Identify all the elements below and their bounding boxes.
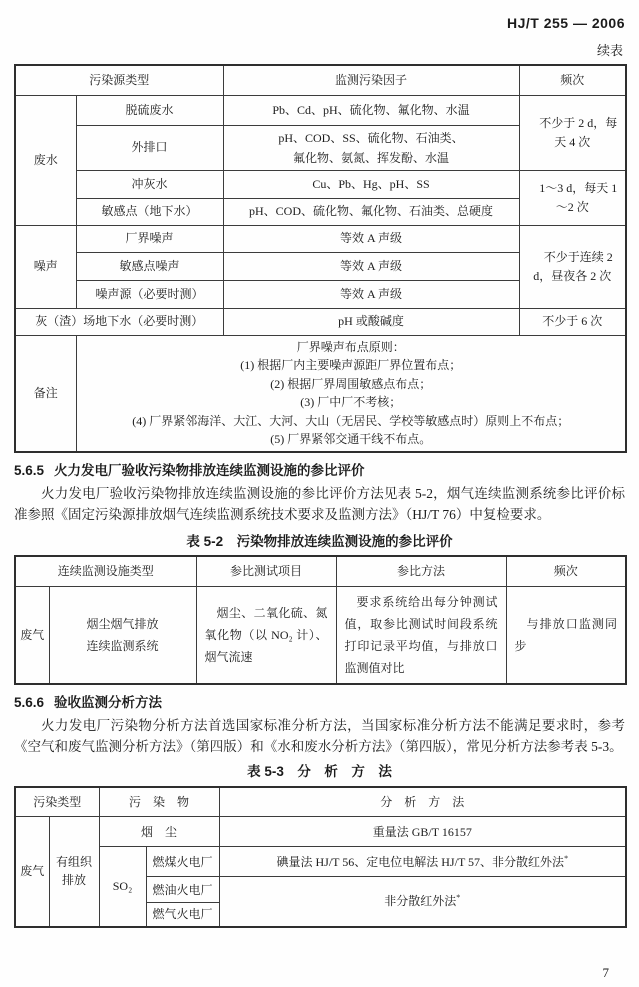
- section-title: 火力发电厂验收污染物排放连续监测设施的参比评价: [54, 463, 365, 479]
- factors-desulfurization: Pb、Cd、pH、硫化物、氟化物、水温: [223, 95, 519, 125]
- remark-item: (3) 厂中厂不考核；: [300, 395, 402, 410]
- table-row: [15, 817, 626, 847]
- section-title: 验收监测分析方法: [54, 694, 163, 710]
- source-ash-site-groundwater: 灰（渣）场地下水（必要时测）: [15, 308, 223, 335]
- category-noise: 噪声: [15, 225, 76, 308]
- col-header-method: 参比方法: [336, 556, 506, 586]
- table-row: [15, 170, 626, 198]
- remark-title: 厂界噪声布点原则：: [296, 339, 405, 354]
- frequency-wastewater-b: 1～3 d，每天 1～2 次: [519, 170, 626, 225]
- remark-label: 备注: [15, 335, 76, 452]
- col-header-pollution-type: 污染类型: [15, 787, 99, 817]
- col-header-pollutant: 污 染 物: [99, 787, 219, 817]
- subcategory-organized-emission: [49, 817, 99, 927]
- factors-outfall-line1: pH、COD、SS、硫化物、石油类、: [278, 130, 464, 145]
- table-row: [15, 225, 626, 252]
- category-waste-gas: 废气: [15, 586, 49, 684]
- frequency-noise: 不少于连续 2 d，昼夜各 2 次: [519, 225, 626, 308]
- remark-item: (2) 根据厂界周围敏感点布点；: [270, 376, 432, 391]
- footnote-mark: *: [456, 893, 461, 903]
- subcategory-line1: 有组织: [56, 855, 93, 870]
- factors-outfall: [223, 125, 519, 170]
- test-items: 烟尘、二氧化硫、氮氧化物（以 NO₂ 计）、烟气流速: [196, 586, 336, 684]
- method-oil-gas-text: 非分散红外法: [384, 894, 457, 909]
- page-number: 7: [602, 965, 609, 980]
- plant-coal-fired: 燃煤火电厂: [146, 847, 219, 877]
- facility-cems-line2: 连续监测系统: [86, 638, 159, 653]
- method-oil-gas: [219, 877, 626, 927]
- facility-cems-line1: 烟尘烟气排放: [86, 616, 159, 631]
- factors-boundary-noise: 等效 A 声级: [223, 225, 519, 252]
- table-row: [15, 586, 626, 684]
- table-5-2: [14, 555, 627, 685]
- col-header-factors: 监测污染因子: [223, 65, 519, 95]
- source-sensitive-groundwater: 敏感点（地下水）: [76, 198, 223, 225]
- section-number: 5.6.6: [14, 694, 45, 710]
- table-5-2-caption: 表 5-2 污染物排放连续监测设施的参比评价: [186, 534, 453, 550]
- col-header-analysis-method: 分 析 方 法: [219, 787, 626, 817]
- pollutant-so2: SO₂: [99, 847, 146, 927]
- remark-content: [76, 335, 626, 452]
- remark-item: (1) 根据厂内主要噪声源距厂界位置布点；: [240, 358, 462, 373]
- continued-table-label: 续表: [596, 43, 623, 58]
- source-boundary-noise: 厂界噪声: [76, 225, 223, 252]
- category-wastewater: 废水: [15, 95, 76, 225]
- remark-item: (4) 厂界紧邻海洋、大江、大河、大山（无居民、学校等敏感点时）原则上不布点；: [132, 413, 570, 428]
- section-number: 5.6.5: [14, 463, 45, 479]
- factors-sensitive-groundwater: pH、COD、硫化物、氟化物、石油类、总硬度: [223, 198, 519, 225]
- source-desulfurization: 脱硫废水: [76, 95, 223, 125]
- remark-item: (5) 厂界紧邻交通干线不布点。: [270, 432, 432, 447]
- frequency-wastewater-a: 不少于 2 d，每天 4 次: [519, 95, 626, 170]
- comparison-method: 要求系统给出每分钟测试值，取参比测试时间段系统打印记录平均值，与排放口监测值对比: [336, 586, 506, 684]
- section-5-6-5-heading: [14, 461, 625, 480]
- pollutant-dust: 烟 尘: [99, 817, 219, 847]
- col-header-frequency: 频次: [519, 65, 626, 95]
- plant-oil-fired: 燃油火电厂: [146, 877, 219, 903]
- facility-cems: [49, 586, 196, 684]
- col-header-source-type: 污染源类型: [15, 65, 223, 95]
- table-row: [15, 308, 626, 335]
- section-5-6-5-paragraph: 火力发电厂验收污染物排放连续监测设施的参比评价方法见表 5-2，烟气连续监测系统参比评价标准参照《固定污染源排放烟气连续监测系统技术要求及监测方法》（HJ/T 76）中复检要求。: [14, 486, 625, 523]
- section-5-6-6-heading: [14, 693, 625, 712]
- factors-ash-flushing-water: Cu、Pb、Hg、pH、SS: [223, 170, 519, 198]
- remark-row: [15, 335, 626, 452]
- monitoring-frequency-table: [14, 64, 627, 453]
- method-dust: 重量法 GB/T 16157: [219, 817, 626, 847]
- col-header-facility-type: 连续监测设施类型: [15, 556, 196, 586]
- factors-sensitive-noise: 等效 A 声级: [223, 252, 519, 280]
- table-header-row: [15, 787, 626, 817]
- subcategory-line2: 排放: [62, 873, 87, 888]
- factors-outfall-line2: 氟化物、氨氮、挥发酚、水温: [293, 150, 450, 165]
- frequency-ash-site: 不少于 6 次: [519, 308, 626, 335]
- factors-noise-source: 等效 A 声级: [223, 280, 519, 308]
- document-code: HJ/T 255 — 2006: [506, 15, 625, 31]
- section-5-6-6-paragraph: 火力发电厂污染物分析方法首选国家标准分析方法，当国家标准分析方法不能满足要求时，参考《空气和废气监测分析方法》（第四版）和《水和废水分析方法》（第四版），常见分析方法参考表 5-3。: [14, 717, 625, 754]
- category-waste-gas: 废气: [15, 817, 49, 927]
- table-header-row: [15, 65, 626, 95]
- col-header-frequency: 频次: [506, 556, 626, 586]
- method-coal-text: 碘量法 HJ/T 56、定电位电解法 HJ/T 57、非分散红外法: [276, 854, 565, 869]
- col-header-test-items: 参比测试项目: [196, 556, 336, 586]
- source-outfall: 外排口: [76, 125, 223, 170]
- source-ash-flushing-water: 冲灰水: [76, 170, 223, 198]
- factors-ash-site-groundwater: pH 或酸碱度: [223, 308, 519, 335]
- comparison-frequency: 与排放口监测同步: [506, 586, 626, 684]
- plant-gas-fired: 燃气火电厂: [146, 903, 219, 927]
- method-coal-fired: [219, 847, 626, 877]
- table-header-row: [15, 556, 626, 586]
- table-row: [15, 95, 626, 125]
- source-noise-source: 噪声源（必要时测）: [76, 280, 223, 308]
- source-sensitive-noise: 敏感点噪声: [76, 252, 223, 280]
- table-5-3: [14, 786, 627, 928]
- table-row: [15, 847, 626, 877]
- footnote-mark: *: [564, 853, 569, 863]
- table-5-3-caption: 表 5-3 分 析 方 法: [247, 763, 392, 779]
